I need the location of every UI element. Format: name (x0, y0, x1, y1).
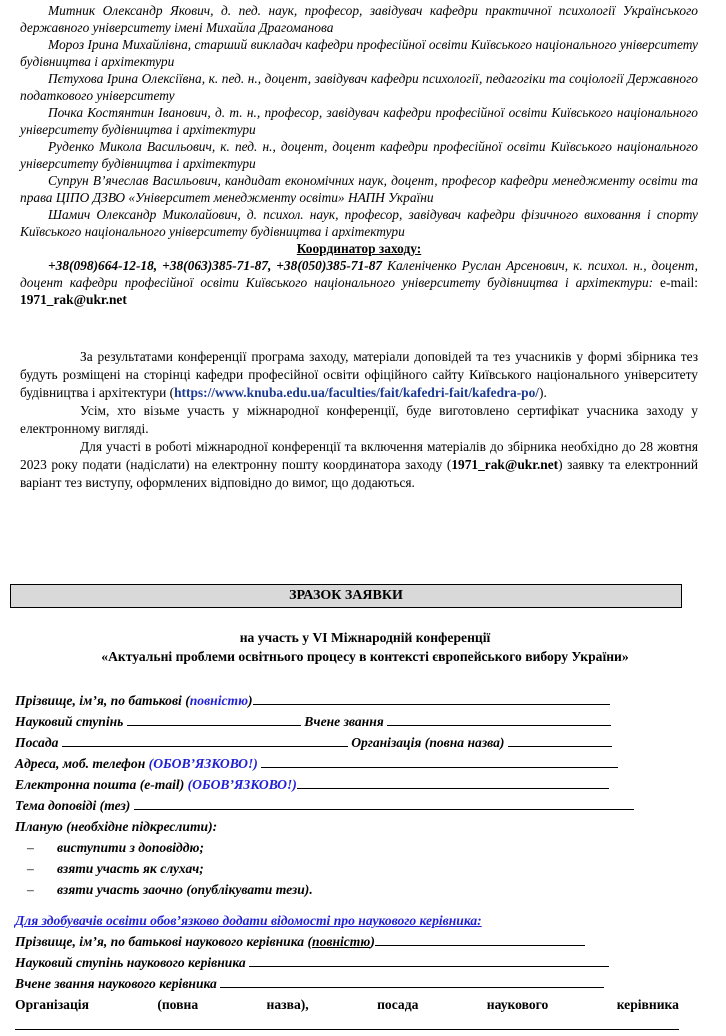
sup-name-label: Прізвище, ім’я, по батькові наукового керівника ( (15, 934, 313, 949)
position-field[interactable] (62, 732, 348, 747)
sup-org-word: Організація (15, 997, 89, 1012)
form-row-sup-rank (15, 973, 679, 994)
dash-icon: – (27, 840, 34, 855)
committee-member: Руденко Микола Васильович, к. пед. н., доцент, доцент кафедри професійної освіти Київського національного університету будівництва і архітектури (20, 139, 698, 171)
deadline-email[interactable]: 1971_rak@ukr.net (451, 457, 559, 472)
plan-option-label: взяти участь заочно (опублікувати тези). (57, 882, 313, 897)
form-title-box: ЗРАЗОК ЗАЯВКИ (10, 584, 682, 608)
address-field[interactable] (261, 753, 618, 768)
sup-degree-field[interactable] (249, 952, 609, 967)
rank-label: Вчене звання (304, 714, 384, 729)
paragraph-text: За результатами конференції програма заходу, матеріали доповідей та тез учасників у формі збірника тез будуть розміщені на сторінці кафедри професійної освіти офіційного сайту Київського національного університету будівництва і архітектури ( (20, 349, 698, 400)
dash-icon: – (27, 861, 34, 876)
name-close-label: ) (248, 693, 253, 708)
coordinator-heading: Координатор заходу: (296, 241, 422, 256)
sup-org-word: назва), (266, 997, 309, 1012)
required-note: (ОБОВ’ЯЗКОВО!) (148, 756, 258, 771)
coordinator-person: Каленіченко Руслан Арсенович, к. психол. н., доцент, доцент кафедри професійної освіти Київського національного університету будівництва і архітектури: (20, 258, 698, 290)
site-link[interactable]: https://www.knuba.edu.ua/faculties/fait/kafedri-fait/kafedra-po/ (174, 385, 540, 400)
name-fully-label: повністю (189, 693, 249, 708)
degree-label: Науковий ступінь (15, 714, 124, 729)
plan-option-label: виступити з доповіддю; (57, 840, 204, 855)
form-row-sup-org (15, 994, 679, 1015)
required-note: (ОБОВ’ЯЗКОВО!) (187, 777, 297, 792)
plan-option-label: взяти участь як слухач; (57, 861, 204, 876)
info-paragraphs (20, 348, 698, 492)
sup-name-field[interactable] (375, 931, 585, 946)
sup-org-word: (повна (157, 997, 199, 1012)
committee-member: Пєтухова Ірина Олексіївна, к. пед. н., доцент, завідувач кафедри психології, педагогіки та соціології Державного податкового університету (20, 71, 698, 103)
form-row-name (15, 690, 679, 711)
form-subtitle-line1: на участь у VІ Міжнародній конференції (239, 630, 491, 645)
supervisor-note: Для здобувачів освіти обов’язково додати відомості про наукового керівника: (15, 913, 482, 928)
form-subtitle-line2: «Актуальні проблеми освітнього процесу в контексті європейського вибору України» (101, 649, 629, 664)
coordinator-email[interactable]: 1971_rak@ukr.net (20, 292, 127, 307)
sup-org-word: посада (377, 997, 419, 1012)
committee-member: Супрун В’ячеслав Васильович, кандидат економічних наук, доцент, професор кафедри менеджменту освіти та права ЦІПО ДЗВО «Університет менеджменту освіти» НАПН України (20, 173, 698, 205)
form-row-topic (15, 795, 679, 816)
sup-rank-label: Вчене звання наукового керівника (15, 976, 217, 991)
degree-field[interactable] (127, 711, 301, 726)
dash-icon: – (27, 882, 34, 897)
address-label: Адреса, моб. телефон (15, 756, 146, 771)
sup-rank-field[interactable] (220, 973, 604, 988)
paragraph-certificate: Усім, хто візьме участь у міжнародної конференції, буде виготовлено сертифікат учасника заходу у електронному вигляді. (20, 403, 698, 436)
application-form (15, 690, 679, 1036)
committee-member: Почка Костянтин Іванович, д. т. н., професор, завідувач кафедри професійної освіти Київського національного університету будівництва і архітектури (20, 105, 698, 137)
plan-option[interactable] (15, 879, 679, 900)
paragraph-results (20, 348, 698, 402)
form-subtitle (20, 628, 710, 666)
form-row-sup-degree (15, 952, 679, 973)
committee-member: Митник Олександр Якович, д. пед. наук, професор, завідувач кафедри практичної психології Українського державного університету імені Михайла Драгоманова (20, 3, 698, 35)
sup-name-close-label: ) (370, 934, 375, 949)
paragraph-text: Для участі в роботі міжнародної конференції та включення матеріалів до збірника необхідно до 28 жовтня 2023 року подати (надіслати) на електронну пошту координатора заходу ( (20, 439, 698, 472)
committee-member: Мороз Ірина Михайлівна, старший викладач кафедри професійної освіти Київського національного університету будівництва і архітектури (20, 37, 698, 69)
form-row-email (15, 774, 679, 795)
position-label: Посада (15, 735, 59, 750)
form-row-sup-name (15, 931, 679, 952)
form-row-sup-org-line (15, 1015, 679, 1036)
plan-option[interactable] (15, 837, 679, 858)
coordinator-info (20, 257, 698, 308)
name-label: Прізвище, ім’я, по батькові ( (15, 693, 190, 708)
rank-field[interactable] (387, 711, 611, 726)
email-label: e-mail: (653, 275, 698, 290)
form-row-plan: Планую (необхідне підкреслити): (15, 819, 218, 834)
sup-degree-label: Науковий ступінь наукового керівника (15, 955, 246, 970)
paragraph-text: ) заявку та електронний варіант тез виступу, оформлених відповідно до вимог, що додаються. (20, 457, 699, 490)
coordinator-phones: +38(098)664-12-18, +38(063)385-71-87, +38(050)385-71-87 (48, 258, 383, 273)
sup-name-fully-label: повністю (312, 934, 371, 949)
name-field[interactable] (253, 690, 610, 705)
sup-org-word: керівника (616, 997, 679, 1012)
topic-field[interactable] (134, 795, 634, 810)
topic-label: Тема доповіді (тез) (15, 798, 131, 813)
email-field[interactable] (297, 774, 609, 789)
committee-member: Шамич Олександр Миколайович, д. психол. наук, професор, завідувач кафедри фізичного виховання і спорту Київського національного університету будівництва і архітектури (20, 207, 698, 239)
paragraph-deadline (20, 438, 698, 492)
plan-option[interactable] (15, 858, 679, 879)
sup-org-word: наукового (486, 997, 549, 1012)
paragraph-text: ). (539, 385, 547, 400)
form-row-degree (15, 711, 679, 732)
sup-org-field[interactable] (15, 1015, 679, 1030)
form-row-position (15, 732, 679, 753)
committee-list (20, 2, 698, 308)
org-label: Організація (повна назва) (351, 735, 505, 750)
form-row-address (15, 753, 679, 774)
org-field[interactable] (508, 732, 612, 747)
email-label: Електронна пошта (e-mail) (15, 777, 185, 792)
